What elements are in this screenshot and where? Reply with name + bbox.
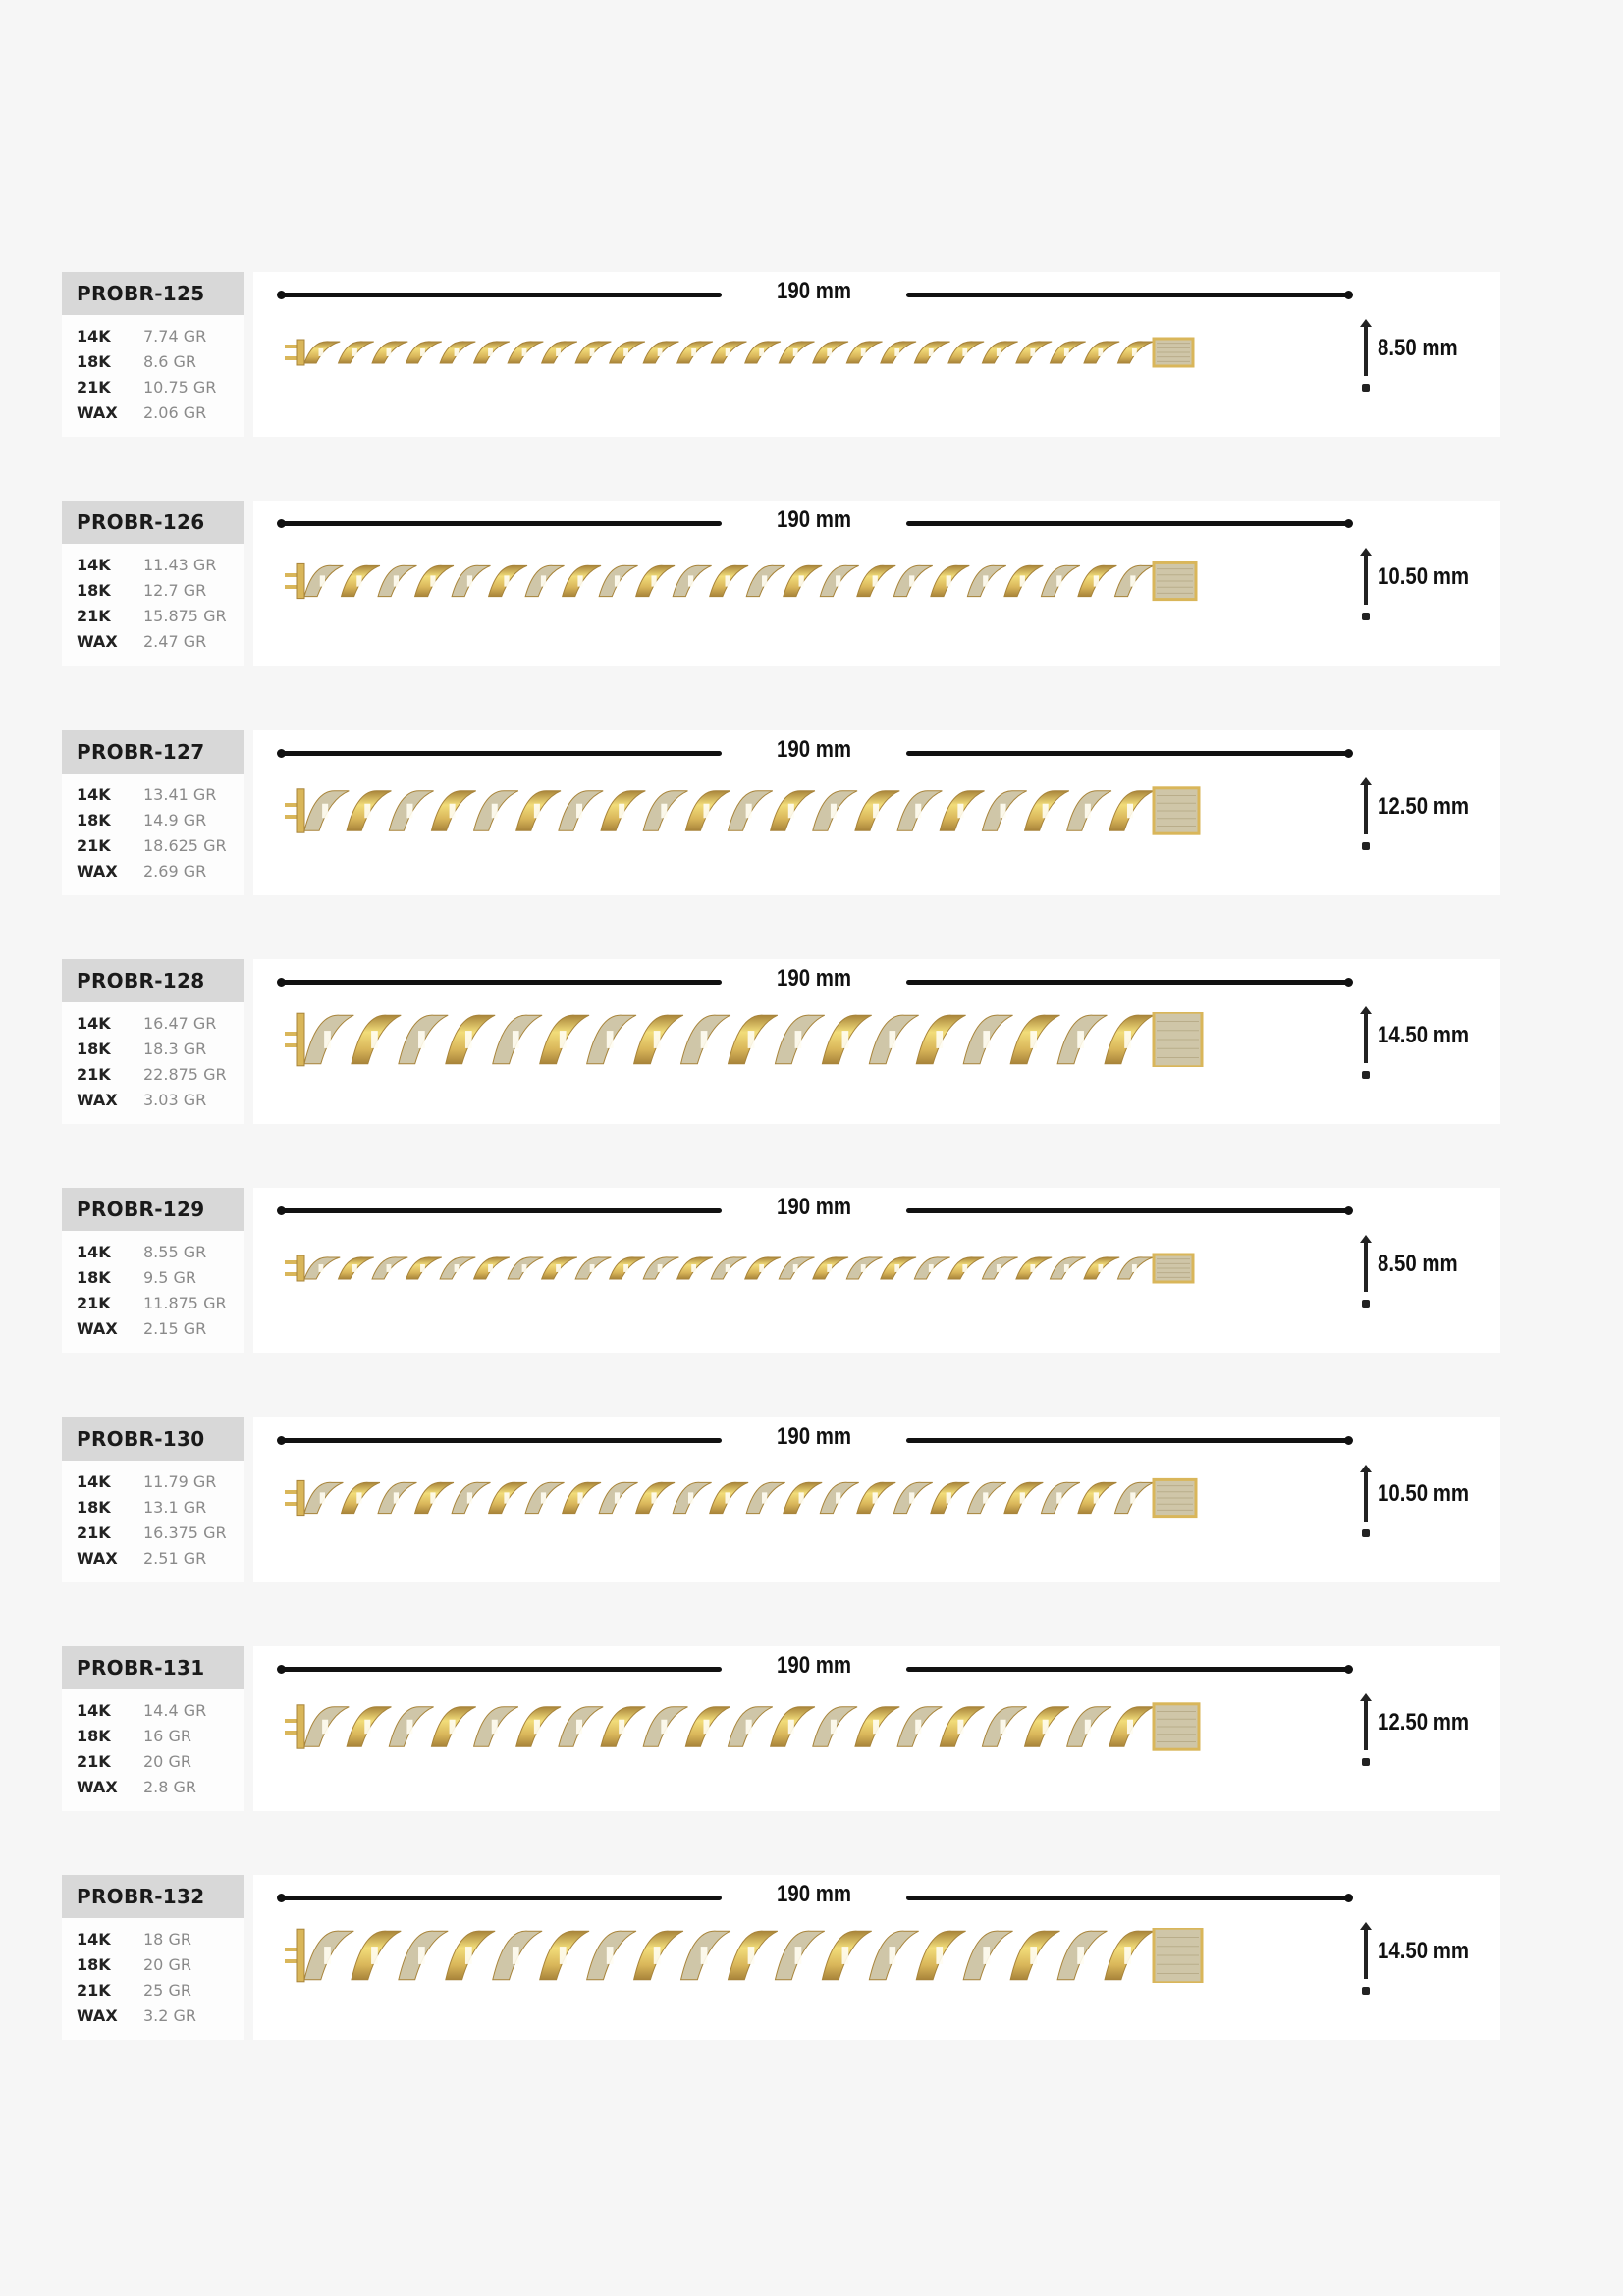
weight-row xyxy=(77,807,244,832)
length-end-dot-icon xyxy=(1344,1206,1353,1215)
weight-value: 22.875 GR xyxy=(143,1064,227,1084)
length-label: 190 mm xyxy=(777,507,851,533)
bracelet-visual xyxy=(253,1417,1500,1582)
weight-row xyxy=(77,400,244,425)
weight-value: 20 GR xyxy=(143,1751,191,1771)
karat-label: 21K xyxy=(77,835,111,855)
weight-table xyxy=(62,1918,244,2028)
weight-row xyxy=(77,781,244,807)
bracelet-image xyxy=(283,783,1211,838)
spec-panel xyxy=(62,501,244,666)
weight-value: 14.9 GR xyxy=(143,810,207,829)
weight-row xyxy=(77,552,244,577)
spec-panel xyxy=(62,1417,244,1582)
product-row-probr-128 xyxy=(62,959,1500,1124)
length-line-left xyxy=(280,293,722,297)
bracelet-image xyxy=(283,554,1211,609)
weight-value: 2.47 GR xyxy=(143,631,207,651)
spec-panel xyxy=(62,959,244,1124)
length-line-left xyxy=(280,1208,722,1213)
product-code: PROBR-125 xyxy=(62,272,244,315)
bracelet-image xyxy=(283,1470,1211,1525)
width-arrow-icon xyxy=(1358,1465,1374,1539)
length-end-dot-icon xyxy=(1344,291,1353,299)
weight-value: 20 GR xyxy=(143,1954,191,1974)
width-arrow-icon xyxy=(1358,1693,1374,1768)
weight-row xyxy=(77,348,244,374)
length-line-right xyxy=(906,1438,1348,1443)
bracelet-visual xyxy=(253,272,1500,437)
weight-row xyxy=(77,1951,244,1977)
weight-value: 10.75 GR xyxy=(143,377,217,397)
weight-row xyxy=(77,628,244,654)
spec-panel xyxy=(62,730,244,895)
karat-label: 21K xyxy=(77,1293,111,1312)
length-line-right xyxy=(906,1896,1348,1900)
length-line-left xyxy=(280,1667,722,1672)
weight-row xyxy=(77,1748,244,1774)
width-arrow-icon xyxy=(1358,319,1374,394)
karat-label: 18K xyxy=(77,1039,111,1058)
weight-row xyxy=(77,1061,244,1087)
bracelet-visual xyxy=(253,1875,1500,2040)
length-line-right xyxy=(906,751,1348,756)
karat-label: 18K xyxy=(77,580,111,600)
weight-row xyxy=(77,1010,244,1036)
karat-label: 21K xyxy=(77,606,111,625)
length-end-dot-icon xyxy=(1344,749,1353,758)
bracelet-visual xyxy=(253,730,1500,895)
bracelet-image xyxy=(283,1241,1211,1296)
length-line-right xyxy=(906,521,1348,526)
width-label: 8.50 mm xyxy=(1378,335,1458,361)
length-label: 190 mm xyxy=(777,1194,851,1220)
weight-row xyxy=(77,1723,244,1748)
length-line-right xyxy=(906,980,1348,985)
weight-row xyxy=(77,1315,244,1341)
karat-label: 14K xyxy=(77,555,111,574)
spec-panel xyxy=(62,272,244,437)
karat-label: 14K xyxy=(77,326,111,346)
bracelet-visual xyxy=(253,959,1500,1124)
length-label: 190 mm xyxy=(777,736,851,763)
weight-table xyxy=(62,315,244,425)
width-label: 14.50 mm xyxy=(1378,1938,1469,1964)
product-row-probr-127 xyxy=(62,730,1500,895)
length-end-dot-icon xyxy=(1344,519,1353,528)
weight-table xyxy=(62,1689,244,1799)
weight-value: 2.15 GR xyxy=(143,1318,207,1338)
product-row-probr-125 xyxy=(62,272,1500,437)
spec-panel xyxy=(62,1646,244,1811)
weight-row xyxy=(77,1036,244,1061)
weight-table xyxy=(62,1231,244,1341)
karat-label: WAX xyxy=(77,1548,118,1568)
weight-row xyxy=(77,1977,244,2002)
weight-value: 11.875 GR xyxy=(143,1293,227,1312)
product-code: PROBR-132 xyxy=(62,1875,244,1918)
bracelet-image xyxy=(283,325,1211,380)
karat-label: WAX xyxy=(77,1090,118,1109)
weight-row xyxy=(77,1468,244,1494)
length-line-left xyxy=(280,751,722,756)
width-arrow-icon xyxy=(1358,1922,1374,1997)
weight-row xyxy=(77,577,244,603)
bracelet-visual xyxy=(253,1646,1500,1811)
width-arrow-icon xyxy=(1358,1235,1374,1309)
karat-label: 14K xyxy=(77,1471,111,1491)
product-row-probr-129 xyxy=(62,1188,1500,1353)
karat-label: 21K xyxy=(77,1064,111,1084)
weight-value: 3.03 GR xyxy=(143,1090,207,1109)
weight-value: 11.79 GR xyxy=(143,1471,217,1491)
spec-panel xyxy=(62,1875,244,2040)
weight-value: 8.6 GR xyxy=(143,351,197,371)
weight-table xyxy=(62,1461,244,1571)
weight-value: 11.43 GR xyxy=(143,555,217,574)
karat-label: 14K xyxy=(77,1700,111,1720)
bracelet-image xyxy=(283,1928,1211,1983)
width-label: 12.50 mm xyxy=(1378,793,1469,820)
karat-label: WAX xyxy=(77,1318,118,1338)
weight-row xyxy=(77,603,244,628)
product-code: PROBR-128 xyxy=(62,959,244,1002)
length-line-right xyxy=(906,1208,1348,1213)
length-line-left xyxy=(280,980,722,985)
karat-label: WAX xyxy=(77,631,118,651)
length-end-dot-icon xyxy=(1344,1894,1353,1902)
width-label: 10.50 mm xyxy=(1378,563,1469,590)
weight-row xyxy=(77,1494,244,1520)
karat-label: 18K xyxy=(77,1954,111,1974)
karat-label: WAX xyxy=(77,1777,118,1796)
karat-label: 18K xyxy=(77,1267,111,1287)
width-arrow-icon xyxy=(1358,777,1374,852)
weight-table xyxy=(62,544,244,654)
product-code: PROBR-126 xyxy=(62,501,244,544)
product-row-probr-132 xyxy=(62,1875,1500,2040)
weight-value: 16.47 GR xyxy=(143,1013,217,1033)
length-label: 190 mm xyxy=(777,1652,851,1679)
product-code: PROBR-129 xyxy=(62,1188,244,1231)
weight-value: 18 GR xyxy=(143,1929,191,1949)
karat-label: 14K xyxy=(77,1929,111,1949)
bracelet-image xyxy=(283,1012,1211,1067)
weight-value: 13.41 GR xyxy=(143,784,217,804)
weight-row xyxy=(77,832,244,858)
karat-label: WAX xyxy=(77,402,118,422)
weight-value: 12.7 GR xyxy=(143,580,207,600)
weight-table xyxy=(62,774,244,883)
width-label: 8.50 mm xyxy=(1378,1251,1458,1277)
karat-label: 18K xyxy=(77,1726,111,1745)
product-row-probr-130 xyxy=(62,1417,1500,1582)
weight-value: 9.5 GR xyxy=(143,1267,197,1287)
weight-value: 14.4 GR xyxy=(143,1700,207,1720)
weight-value: 7.74 GR xyxy=(143,326,207,346)
karat-label: WAX xyxy=(77,2005,118,2025)
bracelet-visual xyxy=(253,501,1500,666)
karat-label: 21K xyxy=(77,1522,111,1542)
karat-label: 21K xyxy=(77,1751,111,1771)
length-line-right xyxy=(906,1667,1348,1672)
weight-row xyxy=(77,1087,244,1112)
karat-label: 21K xyxy=(77,377,111,397)
weight-row xyxy=(77,1520,244,1545)
length-end-dot-icon xyxy=(1344,1665,1353,1674)
weight-value: 2.69 GR xyxy=(143,861,207,881)
product-code: PROBR-130 xyxy=(62,1417,244,1461)
weight-row xyxy=(77,1697,244,1723)
weight-value: 13.1 GR xyxy=(143,1497,207,1517)
karat-label: 14K xyxy=(77,1013,111,1033)
weight-row xyxy=(77,1926,244,1951)
weight-row xyxy=(77,1545,244,1571)
length-line-left xyxy=(280,521,722,526)
weight-row xyxy=(77,858,244,883)
width-arrow-icon xyxy=(1358,548,1374,622)
weight-value: 18.3 GR xyxy=(143,1039,207,1058)
weight-table xyxy=(62,1002,244,1112)
length-line-right xyxy=(906,293,1348,297)
length-label: 190 mm xyxy=(777,1423,851,1450)
spec-panel xyxy=(62,1188,244,1353)
weight-value: 8.55 GR xyxy=(143,1242,207,1261)
weight-value: 2.51 GR xyxy=(143,1548,207,1568)
karat-label: 14K xyxy=(77,784,111,804)
weight-value: 16.375 GR xyxy=(143,1522,227,1542)
width-label: 12.50 mm xyxy=(1378,1709,1469,1735)
weight-row xyxy=(77,2002,244,2028)
karat-label: 14K xyxy=(77,1242,111,1261)
weight-value: 2.8 GR xyxy=(143,1777,197,1796)
product-code: PROBR-127 xyxy=(62,730,244,774)
width-label: 10.50 mm xyxy=(1378,1480,1469,1507)
weight-row xyxy=(77,374,244,400)
bracelet-visual xyxy=(253,1188,1500,1353)
length-line-left xyxy=(280,1438,722,1443)
weight-row xyxy=(77,323,244,348)
weight-row xyxy=(77,1239,244,1264)
product-row-probr-126 xyxy=(62,501,1500,666)
width-arrow-icon xyxy=(1358,1006,1374,1081)
length-end-dot-icon xyxy=(1344,978,1353,987)
weight-value: 15.875 GR xyxy=(143,606,227,625)
karat-label: 18K xyxy=(77,351,111,371)
karat-label: 21K xyxy=(77,1980,111,2000)
weight-value: 3.2 GR xyxy=(143,2005,197,2025)
length-end-dot-icon xyxy=(1344,1436,1353,1445)
karat-label: WAX xyxy=(77,861,118,881)
product-code: PROBR-131 xyxy=(62,1646,244,1689)
weight-value: 25 GR xyxy=(143,1980,191,2000)
weight-row xyxy=(77,1290,244,1315)
weight-row xyxy=(77,1264,244,1290)
length-line-left xyxy=(280,1896,722,1900)
length-label: 190 mm xyxy=(777,965,851,991)
length-label: 190 mm xyxy=(777,278,851,304)
length-label: 190 mm xyxy=(777,1881,851,1907)
weight-value: 2.06 GR xyxy=(143,402,207,422)
bracelet-image xyxy=(283,1699,1211,1754)
product-row-probr-131 xyxy=(62,1646,1500,1811)
width-label: 14.50 mm xyxy=(1378,1022,1469,1048)
karat-label: 18K xyxy=(77,810,111,829)
weight-row xyxy=(77,1774,244,1799)
karat-label: 18K xyxy=(77,1497,111,1517)
weight-value: 16 GR xyxy=(143,1726,191,1745)
weight-value: 18.625 GR xyxy=(143,835,227,855)
